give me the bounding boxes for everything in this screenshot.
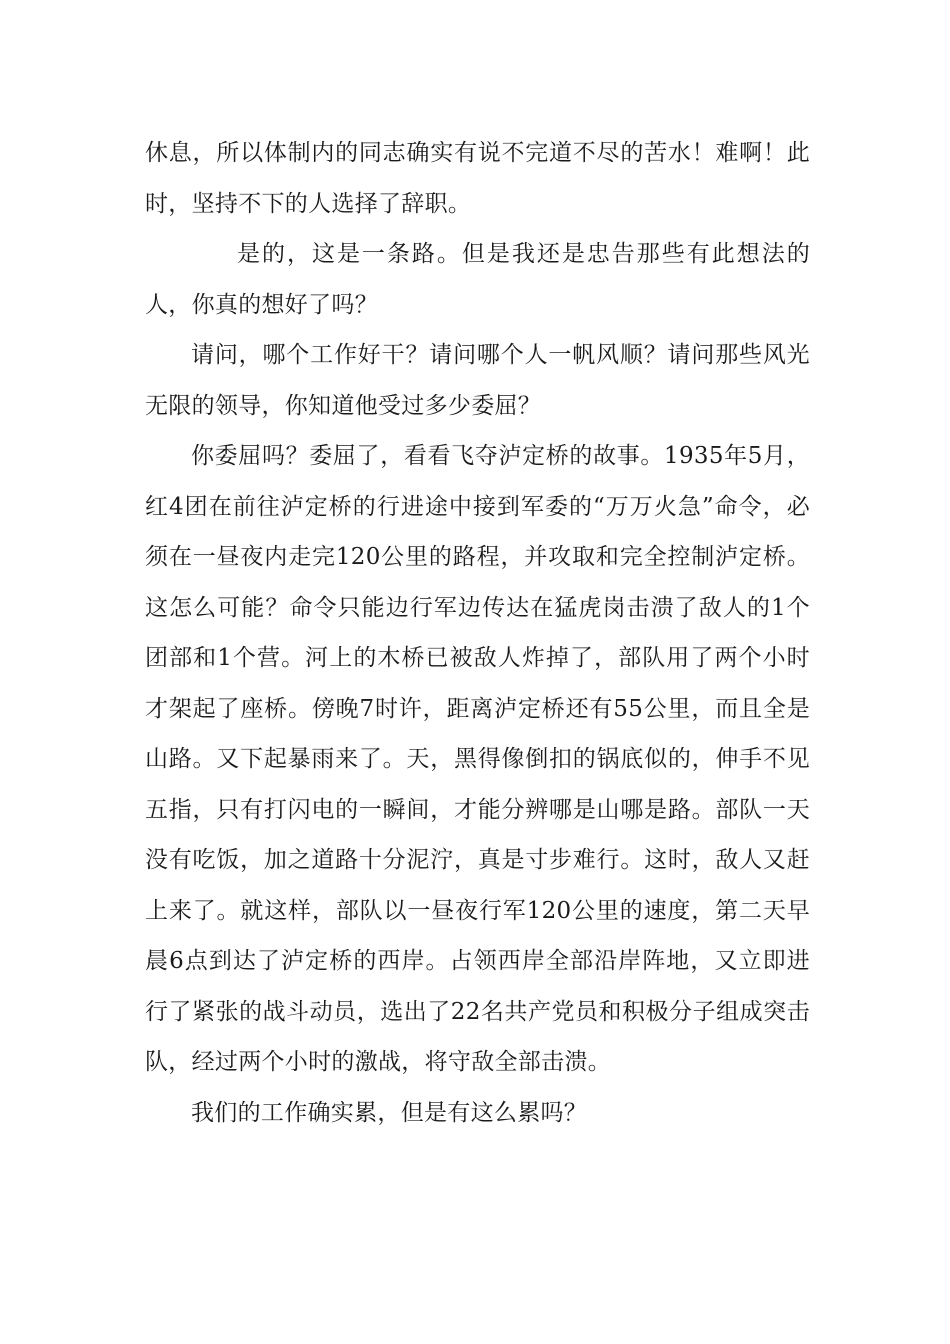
paragraph-luding-bridge-story: 你委屈吗？委屈了，看看飞夺泸定桥的故事。1935年5月，红4团在前往泸定桥的行进途中接到军委的“万万火急”命令，必须在一昼夜内走完120公里的路程，并攻取和完全控制泸定桥。这怎么可能？命令只能边行军边传达在猛虎岗击溃了敌人的1个团部和1个营。河上的木桥已被敌人炸掉了，部队用了两个小时才架起了座桥。傍晚7时许，距离泸定桥还有55公里，而且全是山路。又下起暴雨来了。天，黑得像倒扣的锅底似的，伸手不见五指，只有打闪电的一瞬间，才能分辨哪是山哪是路。部队一天没有吃饭，加之道路十分泥泞，真是寸步难行。这时，敌人又赶上来了。就这样，部队以一昼夜行军120公里的速度，第二天早晨6点到达了泸定桥的西岸。占领西岸全部沿岸阵地，又立即进行了紧张的战斗动员，选出了22名共产党员和积极分子组成突击队，经过两个小时的激战，将守敌全部击溃。 (145, 443, 810, 1075)
paragraph-this-is-a-road: 是的，这是一条路。但是我还是忠告那些有此想法的人，你真的想好了吗？ (145, 241, 810, 318)
paragraph-continued-hardship: 休息，所以体制内的同志确实有说不完道不尽的苦水！难啊！此时，坚持不下的人选择了辞职。 (145, 140, 810, 217)
paragraph-questions: 请问，哪个工作好干？请问哪个人一帆风顺？请问那些风光无限的领导，你知道他受过多少委屈？ (145, 342, 810, 419)
document-page (145, 128, 810, 1138)
paragraph-closing-question: 我们的工作确实累，但是有这么累吗？ (191, 1099, 588, 1126)
